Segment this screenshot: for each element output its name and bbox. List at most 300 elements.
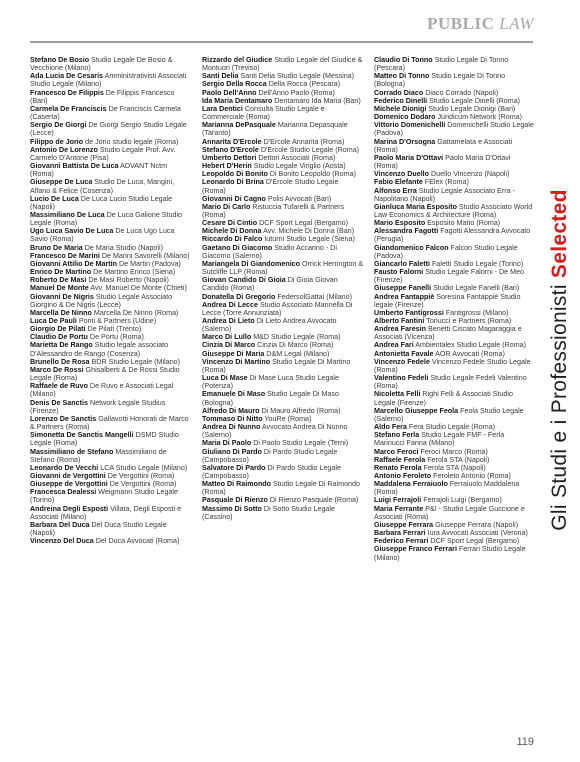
directory-entry bbox=[30, 464, 192, 472]
directory-entry bbox=[374, 456, 536, 464]
lawyer-name: Roberto De Masi bbox=[30, 276, 87, 285]
lawyer-name: Giovan Candido Di Gioia bbox=[202, 276, 286, 285]
firm-name: D&M Legal (Milano) bbox=[266, 349, 330, 358]
lawyer-name: Emanuele Di Maso bbox=[202, 390, 266, 399]
sidebar-label bbox=[548, 189, 572, 530]
firm-name: DSMD Studio Legale (Roma) bbox=[30, 431, 179, 448]
firm-name: Studio Accarino - Di Giacomo (Salerno) bbox=[202, 243, 337, 260]
firm-name: Studio legale associato D'Alessandro de Rango (Cosenza) bbox=[30, 341, 169, 358]
lawyer-name: Marcello Giuseppe Feola bbox=[374, 406, 459, 415]
directory-columns bbox=[30, 56, 535, 724]
directory-entry bbox=[202, 480, 364, 496]
directory-entry bbox=[374, 325, 536, 341]
directory-entry bbox=[30, 195, 192, 211]
directory-entry bbox=[374, 521, 536, 529]
directory-entry bbox=[202, 293, 364, 301]
directory-entry bbox=[202, 219, 364, 227]
firm-name: Feroci Marco (Roma) bbox=[420, 447, 488, 456]
directory-entry bbox=[30, 472, 192, 480]
firm-name: De Martino Enrico (Siena) bbox=[93, 268, 176, 277]
firm-name: YouRe (Roma) bbox=[264, 414, 312, 423]
firm-name: Ferola STA (Napoli) bbox=[423, 463, 486, 472]
firm-name: Studio Legale Di Raimondo (Roma) bbox=[202, 480, 360, 497]
directory-entry bbox=[30, 505, 192, 521]
directory-entry bbox=[30, 480, 192, 488]
lawyer-name: Massimo Di Sotto bbox=[202, 504, 262, 513]
firm-name: Esposito Mario (Roma) bbox=[427, 219, 501, 228]
directory-entry bbox=[30, 244, 192, 252]
directory-entry bbox=[202, 89, 364, 97]
firm-name: Faletti Studio Legale (Torino) bbox=[431, 259, 524, 268]
lawyer-name: Andrea Faresin bbox=[374, 325, 426, 334]
directory-entry bbox=[374, 121, 536, 137]
lawyer-name: Andrea Fantappiè bbox=[374, 292, 435, 301]
firm-name: Polis Avvocati (Bari) bbox=[267, 194, 332, 203]
firm-name: LCA Studio Legale (Milano) bbox=[100, 463, 188, 472]
lawyer-name: Giuseppe Ferrara bbox=[374, 520, 434, 529]
lawyer-name: Francesca Dealessi bbox=[30, 488, 97, 497]
directory-entry bbox=[202, 105, 364, 121]
firm-name: De Martin (Padova) bbox=[119, 259, 181, 268]
firm-name: Avv. Manuel De Monte (Chieti) bbox=[90, 284, 187, 293]
lawyer-name: Ida Maria Dentamaro bbox=[202, 96, 273, 105]
directory-entry bbox=[374, 529, 536, 537]
lawyer-name: Giorgio De Pilati bbox=[30, 325, 86, 334]
firm-name: Santi Delia Studio Legale (Messina) bbox=[240, 72, 355, 81]
lawyer-name: Giuseppe de Vergottini bbox=[30, 480, 108, 489]
directory-entry bbox=[30, 317, 192, 325]
firm-name: Consulta Studio Legale e Commerciale (Roma) bbox=[202, 104, 325, 122]
firm-name: Studio Legale De Bosio & Vecchione (Milano) bbox=[30, 56, 173, 73]
firm-name: Soresina Fantappiè Studio legale (Firenze) bbox=[374, 292, 521, 309]
page-number: 119 bbox=[516, 736, 534, 748]
firm-name: Villata, Degli Esposti e Associati (Milano) bbox=[30, 504, 182, 521]
firm-name: De Portu (Roma) bbox=[89, 333, 144, 342]
directory-entry bbox=[374, 284, 536, 292]
directory-entry bbox=[202, 227, 364, 235]
lawyer-name: Michele Di Donna bbox=[202, 227, 262, 236]
firm-name: Di Mase Luca Studio Legale (Potenza) bbox=[202, 374, 339, 391]
lawyer-name: Tommaso Di Nitto bbox=[202, 414, 263, 423]
lawyer-name: Lara Dentici bbox=[202, 104, 243, 113]
lawyer-name: Massimiliano de Stefano bbox=[30, 447, 114, 456]
lawyer-name: Giuseppe De Luca bbox=[30, 178, 93, 187]
directory-entry bbox=[374, 293, 536, 309]
directory-entry bbox=[374, 496, 536, 504]
directory-column-2 bbox=[202, 56, 364, 724]
directory-entry bbox=[374, 56, 536, 72]
lawyer-name: Riccardo Di Falco bbox=[202, 235, 263, 244]
firm-name: Dentamaro Ida Maria (Bari) bbox=[274, 96, 361, 105]
lawyer-name: Umberto Fantigrossi bbox=[374, 308, 444, 317]
firm-name: Studio Associato Mannella Di Lecce (Torre Annunziata) bbox=[202, 300, 353, 317]
lawyer-name: Lorenzo De Sanctis bbox=[30, 414, 97, 423]
lawyer-name: Mariangela Di Giandomenico bbox=[202, 259, 301, 268]
lawyer-name: Sergio De Giorgi bbox=[30, 121, 87, 130]
firm-name: FElex (Roma) bbox=[424, 178, 469, 187]
directory-entry bbox=[202, 464, 364, 480]
lawyer-name: Vincenzo Fedele bbox=[374, 357, 430, 366]
directory-entry bbox=[374, 154, 536, 170]
firm-name: Di Bonito Leopoldo (Roma) bbox=[269, 170, 356, 179]
directory-entry bbox=[30, 366, 192, 382]
lawyer-name: Mario Esposito bbox=[374, 219, 426, 228]
lawyer-name: Andrea Di Lecce bbox=[202, 300, 258, 309]
directory-entry bbox=[374, 260, 536, 268]
firm-name: DCF Sport Legal (Bergamo) bbox=[259, 219, 349, 228]
firm-name: ADVANT Nctm (Roma) bbox=[30, 162, 168, 179]
directory-entry bbox=[30, 276, 192, 284]
firm-name: De Filippis Francesco (Bari) bbox=[30, 88, 175, 105]
firm-name: Studio Legale FMF - Ferla Marinucci Farina (Milano) bbox=[374, 431, 505, 448]
lawyer-name: Denis De Sanctis bbox=[30, 398, 88, 407]
firm-name: Ponti & Partners (Udine) bbox=[78, 317, 157, 325]
lawyer-name: Alberto Fantini bbox=[374, 317, 425, 325]
directory-entry bbox=[30, 293, 192, 309]
lawyer-name: Federico Ferrari bbox=[374, 537, 429, 546]
directory-entry bbox=[202, 138, 364, 146]
lawyer-name: Mario Di Carlo bbox=[202, 202, 251, 211]
directory-entry bbox=[30, 341, 192, 357]
directory-entry bbox=[202, 423, 364, 439]
firm-name: Studio Legale Di Tonno (Bologna) bbox=[374, 72, 506, 89]
lawyer-name: Luigi Ferrajoli bbox=[374, 496, 422, 505]
lawyer-name: Andrea Fari bbox=[374, 341, 414, 350]
lawyer-name: Bruno De Maria bbox=[30, 243, 83, 252]
directory-entry bbox=[374, 187, 536, 203]
lawyer-name: Giandomenico Falcon bbox=[374, 243, 449, 252]
lawyer-name: Alfredo Di Mauro bbox=[202, 406, 260, 415]
firm-name: Di Pardo Studio Legale (Campobasso) bbox=[202, 447, 338, 464]
directory-entry bbox=[374, 423, 536, 431]
firm-name: Gattamelata e Associati (Roma) bbox=[374, 137, 513, 154]
directory-entry bbox=[202, 407, 364, 415]
firm-name: Domenichelli Studio Legale (Padova) bbox=[374, 121, 534, 138]
lawyer-name: Leonardo Di Brina bbox=[202, 178, 264, 187]
lawyer-name: Giuseppe Fanelli bbox=[374, 284, 432, 293]
lawyer-name: Filippo de Jorio bbox=[30, 137, 84, 146]
firm-name: Di Gioia Giovan Candido (Roma) bbox=[202, 276, 338, 293]
firm-name: Ghisalberti & De Rossi Studio Legale (Roma) bbox=[30, 365, 180, 383]
directory-entry bbox=[374, 505, 536, 521]
lawyer-name: Nicoletta Felli bbox=[374, 390, 421, 399]
lawyer-name: Vittorio Domenichelli bbox=[374, 121, 446, 130]
lawyer-name: Marcella De Ninno bbox=[30, 308, 92, 317]
directory-entry bbox=[202, 178, 364, 194]
firm-name: D'Ercole Annarita (Roma) bbox=[263, 137, 345, 146]
lawyer-name: Carmela De Franciscis bbox=[30, 104, 107, 113]
section-title-italic: LAW bbox=[499, 14, 534, 33]
firm-name: Amministrativisti Associati Studio Legale (Milano) bbox=[30, 72, 187, 89]
firm-name: Iura Avvocati Associati (Verona) bbox=[427, 529, 528, 538]
lawyer-name: Antonio Feroleto bbox=[374, 471, 432, 480]
directory-entry bbox=[202, 505, 364, 521]
firm-name: Della Rocca (Pescara) bbox=[268, 80, 341, 89]
directory-entry bbox=[374, 178, 536, 186]
lawyer-name: Vincenzo Duello bbox=[374, 170, 430, 179]
firm-name: De Franciscis Carmela (Caserta) bbox=[30, 104, 181, 122]
directory-entry bbox=[30, 162, 192, 178]
firm-name: Feroleto Antonio (Roma) bbox=[433, 471, 511, 480]
firm-name: Ferrajoli Luigi (Bergamo) bbox=[423, 496, 502, 505]
lawyer-name: Leopoldo Di Bonito bbox=[202, 170, 268, 179]
firm-name: De Ruvo e Associati Legal (Milano) bbox=[30, 382, 174, 399]
directory-entry bbox=[30, 488, 192, 504]
firm-name: Righi Felli & Associati Studio Legale (Firenze) bbox=[374, 390, 513, 407]
directory-entry bbox=[202, 97, 364, 105]
firm-name: De Marini Savorelli (Milano) bbox=[101, 251, 190, 260]
directory-entry bbox=[202, 260, 364, 276]
sidebar-tab bbox=[540, 0, 580, 762]
directory-entry bbox=[374, 407, 536, 423]
lawyer-name: Gianluca Maria Esposito bbox=[374, 202, 457, 211]
firm-name: DCF Sport Legal (Bergamo) bbox=[430, 537, 520, 546]
directory-entry bbox=[30, 284, 192, 292]
lawyer-name: Giovanni Attilio De Martin bbox=[30, 259, 118, 268]
directory-entry bbox=[374, 309, 536, 317]
directory-entry bbox=[30, 309, 192, 317]
directory-entry bbox=[374, 97, 536, 105]
firm-name: Weigmann Studio Legale (Torino) bbox=[30, 488, 178, 505]
directory-entry bbox=[30, 537, 192, 545]
lawyer-name: Ada Lucia De Cesaris bbox=[30, 72, 104, 81]
directory-entry bbox=[30, 89, 192, 105]
lawyer-name: Giovanni Di Cagno bbox=[202, 194, 266, 203]
firm-name: Studio Legale Viriglio (Aosta) bbox=[253, 162, 346, 171]
lawyer-name: Corrado Diaco bbox=[374, 88, 424, 97]
directory-entry bbox=[202, 72, 364, 80]
directory-entry bbox=[202, 195, 364, 203]
directory-entry bbox=[202, 333, 364, 341]
lawyer-name: Barbara Del Duca bbox=[30, 520, 90, 529]
directory-entry bbox=[30, 146, 192, 162]
directory-entry bbox=[374, 464, 536, 472]
directory-entry bbox=[30, 333, 192, 341]
lawyer-name: Aldo Fera bbox=[374, 423, 407, 432]
directory-entry bbox=[202, 317, 364, 333]
directory-entry bbox=[202, 358, 364, 374]
directory-entry bbox=[202, 390, 364, 406]
firm-name: Fantigrossi (Milano) bbox=[445, 308, 509, 317]
directory-entry bbox=[30, 121, 192, 137]
directory-entry bbox=[202, 448, 364, 464]
lawyer-name: Paolo Dell'Anno bbox=[202, 88, 257, 97]
firm-name: Studio Legale Associato Erra - Napolitano (Napoli) bbox=[374, 186, 515, 203]
firm-name: Di Mauro Alfredo (Roma) bbox=[261, 406, 341, 415]
firm-name: Ferrari Studio Legale (Milano) bbox=[374, 545, 526, 562]
directory-entry bbox=[30, 382, 192, 398]
directory-entry bbox=[202, 121, 364, 137]
firm-name: De Luca Galione Studio Legale (Roma) bbox=[30, 210, 183, 228]
lawyer-name: Massimiliano De Luca bbox=[30, 210, 105, 219]
firm-name: Studio Legale Dionigi (Bari) bbox=[428, 104, 516, 113]
lawyer-name: Stefano Ferla bbox=[374, 431, 420, 440]
lawyer-name: Vincenzo Di Martino bbox=[202, 357, 271, 366]
firm-name: Di Sotto Studio Legale (Cassino) bbox=[202, 504, 335, 521]
directory-entry bbox=[202, 146, 364, 154]
directory-entry bbox=[374, 268, 536, 284]
firm-name: De Vergottini (Roma) bbox=[109, 480, 177, 489]
lawyer-name: Claudio Di Tonno bbox=[374, 56, 433, 64]
lawyer-name: Marco Feroci bbox=[374, 447, 419, 456]
directory-entry bbox=[30, 325, 192, 333]
firm-name: Iuturni Studio Legale (Siena) bbox=[264, 235, 355, 244]
firm-name: Giuseppe Ferrara (Napoli) bbox=[435, 520, 519, 529]
firm-name: Di Lieto Andrea Avvocato (Salerno) bbox=[202, 317, 337, 334]
directory-entry bbox=[202, 244, 364, 260]
directory-entry bbox=[202, 439, 364, 447]
firm-name: Studio De Luca, Mangini, Alfano & Felice (Cosenza) bbox=[30, 178, 175, 195]
lawyer-name: Luca De Pauli bbox=[30, 317, 77, 325]
directory-entry bbox=[202, 170, 364, 178]
lawyer-name: Francesco De Filippis bbox=[30, 88, 104, 97]
directory-entry bbox=[30, 268, 192, 276]
firm-name: De Luca Lucio Studio Legale (Napoli) bbox=[30, 194, 173, 211]
firm-name: Fagotti Alessandra Avvocato (Perugia) bbox=[374, 227, 531, 244]
firm-name: Ferraiuolo Maddalena (Roma) bbox=[374, 480, 520, 497]
page-header bbox=[0, 0, 580, 44]
firm-name: Del Duca Avvocati (Roma) bbox=[95, 537, 180, 546]
directory-entry bbox=[202, 341, 364, 349]
lawyer-name: Marco Di Lullo bbox=[202, 333, 252, 342]
lawyer-name: Umberto Dettori bbox=[202, 153, 257, 162]
firm-name: De Pilati (Trento) bbox=[87, 325, 142, 334]
lawyer-name: Stefano De Bosio bbox=[30, 56, 90, 64]
lawyer-name: Marietta De Rango bbox=[30, 341, 93, 350]
directory-entry bbox=[374, 72, 536, 88]
firm-name: Feola Studio Legale (Salerno) bbox=[374, 406, 524, 423]
firm-name: Studio Legale Di Martino (Roma) bbox=[202, 357, 351, 374]
directory-entry bbox=[202, 276, 364, 292]
sidebar-label-selected: Selected bbox=[548, 189, 571, 279]
directory-entry bbox=[202, 350, 364, 358]
lawyer-name: Luca Di Mase bbox=[202, 374, 248, 383]
lawyer-name: Annarita D'Ercole bbox=[202, 137, 262, 146]
directory-entry bbox=[30, 260, 192, 268]
firm-name: Benetti Ciscato Magaraggia e Associati (Vicenza) bbox=[374, 325, 522, 342]
firm-name: Studio Legale Fanelli (Bari) bbox=[433, 284, 520, 293]
firm-name: Diaco Corrado (Napoli) bbox=[425, 88, 499, 97]
firm-name: Del Duca Studio Legale (Napoli) bbox=[30, 520, 167, 538]
firm-name: Di Pardo Studio Legale (Campobasso) bbox=[202, 463, 341, 480]
lawyer-name: Antonio De Lorenzo bbox=[30, 145, 98, 154]
lawyer-name: Andrea Di Nunno bbox=[202, 423, 261, 432]
firm-name: Avvocato Andrea Di Nunno (Salerno) bbox=[202, 423, 348, 440]
directory-entry bbox=[374, 170, 536, 178]
directory-entry bbox=[30, 448, 192, 464]
directory-entry bbox=[374, 472, 536, 480]
lawyer-name: Cesare Di Cintio bbox=[202, 219, 258, 228]
lawyer-name: Raffaele Ferola bbox=[374, 455, 426, 464]
directory-entry bbox=[202, 80, 364, 88]
section-title bbox=[427, 14, 534, 34]
lawyer-name: Raffaele de Ruvo bbox=[30, 382, 88, 391]
firm-name: Dell'Anno Paolo (Roma) bbox=[258, 88, 335, 97]
directory-entry bbox=[30, 415, 192, 431]
directory-entry bbox=[202, 162, 364, 170]
directory-entry bbox=[202, 415, 364, 423]
lawyer-name: Vincenzo Del Duca bbox=[30, 537, 94, 546]
lawyer-name: Matteo Di Raimondo bbox=[202, 480, 272, 489]
firm-name: M&D Studio Legale (Roma) bbox=[253, 333, 341, 342]
lawyer-name: Donatella Di Gregorio bbox=[202, 292, 276, 301]
firm-name: Di Paolo Studio Legale (Terni) bbox=[253, 439, 349, 448]
directory-column-3 bbox=[374, 56, 536, 724]
directory-entry bbox=[374, 244, 536, 260]
lawyer-name: Federico Dinelli bbox=[374, 96, 428, 105]
firm-name: Ristuccia Tufarelli & Partners (Roma) bbox=[202, 202, 345, 219]
firm-name: P&I - Studio Legale Guccione e Associati (Roma) bbox=[374, 504, 525, 521]
lawyer-name: Leonardo De Vecchi bbox=[30, 463, 99, 472]
firm-name: Avv. Michele Di Donna (Bari) bbox=[263, 227, 355, 236]
lawyer-name: Paolo Maria D'Ottavi bbox=[374, 153, 444, 162]
firm-name: FedersolGattai (Milano) bbox=[277, 292, 352, 301]
firm-name: Ferola STA (Napoli) bbox=[427, 455, 490, 464]
firm-name: Juridicum Network (Roma) bbox=[437, 113, 522, 122]
firm-name: D'Ercole Studio Legale (Roma) bbox=[260, 145, 360, 154]
firm-name: Marianna Depasquale (Taranto) bbox=[202, 121, 348, 138]
directory-entry bbox=[374, 431, 536, 447]
lawyer-name: Claudio De Portu bbox=[30, 333, 88, 342]
directory-entry bbox=[30, 72, 192, 88]
firm-name: Studio Legale Di Tonno (Pescara) bbox=[374, 56, 509, 73]
directory-entry bbox=[374, 317, 536, 325]
directory-entry bbox=[374, 448, 536, 456]
firm-name: Tonucci e Partners (Roma) bbox=[426, 317, 512, 325]
lawyer-name: Marianna DePasquale bbox=[202, 121, 276, 130]
lawyer-name: Antonietta Favale bbox=[374, 349, 434, 358]
directory-entry bbox=[374, 390, 536, 406]
lawyer-name: Cinzia Di Marco bbox=[202, 341, 256, 350]
firm-name: De Maria Studio (Napoli) bbox=[84, 243, 163, 252]
directory-entry bbox=[30, 521, 192, 537]
lawyer-name: Renato Ferola bbox=[374, 463, 422, 472]
firm-name: De Giorgi Sergio Studio Legale (Lecce) bbox=[30, 121, 187, 138]
lawyer-name: Marco De Rossi bbox=[30, 365, 84, 374]
lawyer-name: Maria Di Paolo bbox=[202, 439, 252, 448]
directory-entry bbox=[30, 399, 192, 415]
directory-entry bbox=[374, 227, 536, 243]
firm-name: de Jorio studio legale (Roma) bbox=[85, 137, 179, 146]
section-title-bold: PUBLIC bbox=[427, 14, 495, 33]
directory-entry bbox=[202, 235, 364, 243]
firm-name: Falcon Studio Legale (Padova) bbox=[374, 243, 518, 260]
lawyer-name: Santi Delia bbox=[202, 72, 239, 81]
lawyer-name: Marina D'Orsogna bbox=[374, 137, 436, 146]
lawyer-name: Stefano D'Ercole bbox=[202, 145, 259, 154]
lawyer-name: Giuliano Di Pardo bbox=[202, 447, 262, 456]
lawyer-name: Barbara Ferrari bbox=[374, 529, 426, 538]
lawyer-name: Francesco De Marini bbox=[30, 251, 100, 260]
firm-name: Massimiliano de Stefano (Roma) bbox=[30, 447, 167, 464]
directory-entry bbox=[202, 301, 364, 317]
firm-name: Studio Legale Prof. Avv. Carmelo D'Antone (Pisa) bbox=[30, 145, 176, 162]
lawyer-name: Matteo Di Tonno bbox=[374, 72, 430, 81]
lawyer-name: Gaetano Di Giacomo bbox=[202, 243, 273, 252]
lawyer-name: Valentino Fedeli bbox=[374, 374, 429, 383]
lawyer-name: Sergio Della Rocca bbox=[202, 80, 267, 89]
firm-name: Dettori Associati (Roma) bbox=[258, 153, 336, 162]
directory-entry bbox=[30, 178, 192, 194]
directory-entry bbox=[30, 252, 192, 260]
firm-name: Studio Legale Falorni - De Meo (Firenze) bbox=[374, 268, 525, 285]
directory-entry bbox=[374, 113, 536, 121]
firm-name: Studio Legale Associato Giorgino & De Nigris (Lecce) bbox=[30, 292, 173, 309]
firm-name: Duello Vincenzo (Napoli) bbox=[431, 170, 510, 179]
sidebar-label-plain: Gli Studi e i Professionisti bbox=[548, 284, 571, 531]
lawyer-name: Giovanni de Vergottini bbox=[30, 471, 106, 480]
lawyer-name: Simonetta De Sanctis Mangelli bbox=[30, 431, 134, 440]
